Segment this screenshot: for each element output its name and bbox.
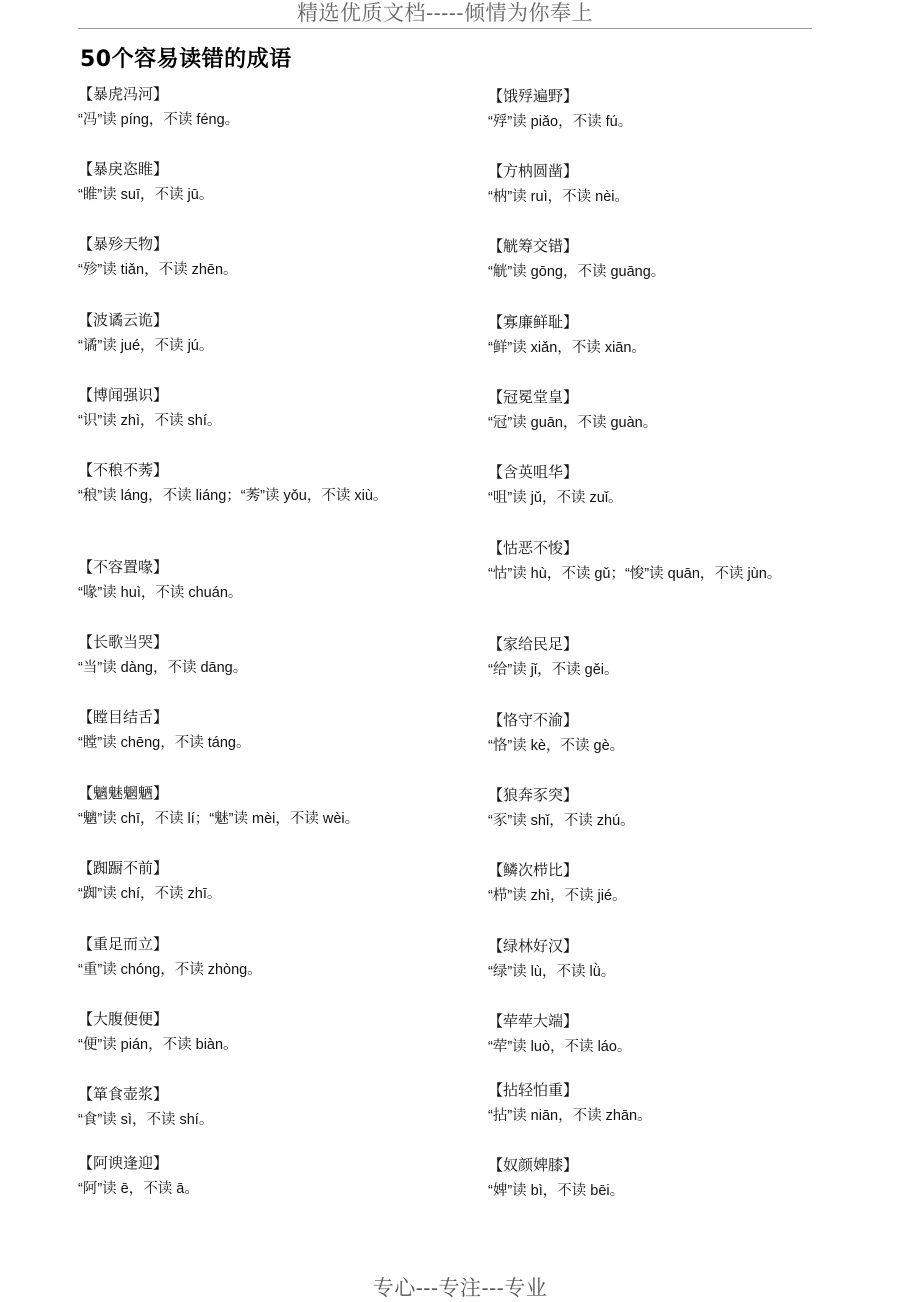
idiom-entry [488, 462, 788, 509]
idiom-entry [488, 538, 788, 585]
idiom-entry [78, 84, 398, 131]
idiom-term: 【瞠目结舌】 [78, 708, 169, 726]
idiom-entry [488, 161, 788, 208]
idiom-term: 【冠冕堂皇】 [488, 388, 579, 406]
idiom-entry [488, 936, 788, 983]
idiom-reading: “殄”读 tiǎn，不读 zhēn。 [78, 262, 238, 278]
idiom-term: 【家给民足】 [488, 635, 579, 653]
idiom-entry [78, 783, 398, 830]
idiom-entry [488, 634, 788, 681]
idiom-term: 【踟蹰不前】 [78, 859, 169, 877]
idiom-entry [78, 1084, 398, 1131]
idiom-reading: “识”读 zhì，不读 shí。 [78, 413, 222, 429]
idiom-reading: “给”读 jǐ，不读 gěi。 [488, 662, 619, 678]
idiom-entry [488, 1155, 788, 1202]
page-footer: 专心---专注---专业 [372, 1276, 548, 1300]
idiom-term: 【不稂不莠】 [78, 461, 169, 479]
idiom-term: 【拈轻怕重】 [488, 1081, 579, 1099]
idiom-term: 【荦荦大端】 [488, 1012, 579, 1030]
idiom-term: 【博闻强识】 [78, 386, 169, 404]
idiom-reading: “冯”读 píng，不读 féng。 [78, 112, 240, 128]
idiom-term: 【魑魅魍魉】 [78, 784, 169, 802]
idiom-term: 【饿殍遍野】 [488, 87, 579, 105]
idiom-entry [488, 1080, 788, 1127]
idiom-entry [78, 234, 398, 281]
idiom-reading: “喙”读 huì，不读 chuán。 [78, 585, 243, 601]
idiom-entry [78, 858, 398, 905]
idiom-entry [78, 557, 398, 604]
idiom-reading: “拈”读 niān，不读 zhān。 [488, 1108, 652, 1124]
idiom-entry [78, 460, 398, 507]
idiom-entry [488, 86, 788, 133]
idiom-reading: “瞠”读 chēng，不读 táng。 [78, 735, 251, 751]
idiom-entry [488, 785, 788, 832]
idiom-reading: “踟”读 chí，不读 zhī。 [78, 886, 222, 902]
idiom-reading: “荦”读 luò，不读 láo。 [488, 1039, 632, 1055]
idiom-entry [488, 710, 788, 757]
idiom-entry [488, 387, 788, 434]
idiom-entry [78, 1153, 398, 1200]
idiom-reading: “绿”读 lù，不读 lǜ。 [488, 964, 616, 980]
idiom-term: 【恪守不渝】 [488, 711, 579, 729]
idiom-reading: “婢”读 bì，不读 bēi。 [488, 1183, 625, 1199]
idiom-entry [78, 1009, 398, 1056]
idiom-reading: “便”读 pián，不读 biàn。 [78, 1037, 238, 1053]
idiom-term: 【暴虎冯河】 [78, 85, 169, 103]
idiom-reading: “冠”读 guān，不读 guàn。 [488, 415, 658, 431]
idiom-entry [78, 934, 398, 981]
idiom-term: 【奴颜婢膝】 [488, 1156, 579, 1174]
idiom-reading: “谲”读 jué，不读 jú。 [78, 338, 214, 354]
idiom-entry [488, 312, 788, 359]
idiom-term: 【怙恶不悛】 [488, 539, 579, 557]
idiom-reading: “稂”读 láng，不读 liáng；“莠”读 yǒu，不读 xiù。 [78, 488, 388, 504]
idiom-reading: “咀”读 jǔ，不读 zuǐ。 [488, 490, 623, 506]
idiom-entry [488, 236, 788, 283]
idiom-reading: “当”读 dàng，不读 dāng。 [78, 660, 248, 676]
idiom-reading: “豕”读 shǐ，不读 zhú。 [488, 813, 635, 829]
idiom-term: 【寡廉鲜耻】 [488, 313, 579, 331]
idiom-entry [78, 707, 398, 754]
idiom-reading: “食”读 sì，不读 shí。 [78, 1112, 214, 1128]
idiom-reading: “鲜”读 xiǎn，不读 xiān。 [488, 340, 646, 356]
idiom-reading: “魑”读 chī，不读 lí；“魅”读 mèi，不读 wèi。 [78, 811, 360, 827]
idiom-term: 【方枘圆凿】 [488, 162, 579, 180]
idiom-term: 【含英咀华】 [488, 463, 579, 481]
idiom-reading: “恪”读 kè，不读 gè。 [488, 738, 625, 754]
idiom-term: 【阿谀逢迎】 [78, 1154, 169, 1172]
page-title: 50个容易读错的成语 [80, 47, 292, 72]
idiom-entry [78, 159, 398, 206]
idiom-term: 【暴戾恣睢】 [78, 160, 169, 178]
idiom-entry [488, 1011, 788, 1058]
idiom-reading: “重”读 chóng，不读 zhòng。 [78, 962, 262, 978]
idiom-term: 【箪食壶浆】 [78, 1085, 169, 1103]
idiom-term: 【绿林好汉】 [488, 937, 579, 955]
idiom-reading: “觥”读 gōng，不读 guāng。 [488, 264, 666, 280]
idiom-entry [78, 385, 398, 432]
idiom-reading: “阿”读 ē，不读 ā。 [78, 1181, 199, 1197]
idiom-term: 【暴殄天物】 [78, 235, 169, 253]
idiom-term: 【重足而立】 [78, 935, 169, 953]
idiom-reading: “栉”读 zhì，不读 jié。 [488, 888, 627, 904]
page-header: 精选优质文档-----倾情为你奉上 [78, 0, 812, 29]
idiom-reading: “怙”读 hù，不读 gǔ；“悛”读 quān，不读 jùn。 [488, 566, 782, 582]
idiom-term: 【长歌当哭】 [78, 633, 169, 651]
idiom-term: 【鳞次栉比】 [488, 861, 579, 879]
idiom-term: 【大腹便便】 [78, 1010, 169, 1028]
idiom-entry [488, 860, 788, 907]
idiom-reading: “殍”读 piǎo，不读 fú。 [488, 114, 633, 130]
idiom-entry [78, 310, 398, 357]
idiom-entry [78, 632, 398, 679]
idiom-reading: “睢”读 suī，不读 jū。 [78, 187, 214, 203]
idiom-term: 【觥筹交错】 [488, 237, 579, 255]
idiom-term: 【波谲云诡】 [78, 311, 169, 329]
idiom-term: 【不容置喙】 [78, 558, 169, 576]
idiom-term: 【狼奔豕突】 [488, 786, 579, 804]
idiom-reading: “枘”读 ruì，不读 nèi。 [488, 189, 629, 205]
